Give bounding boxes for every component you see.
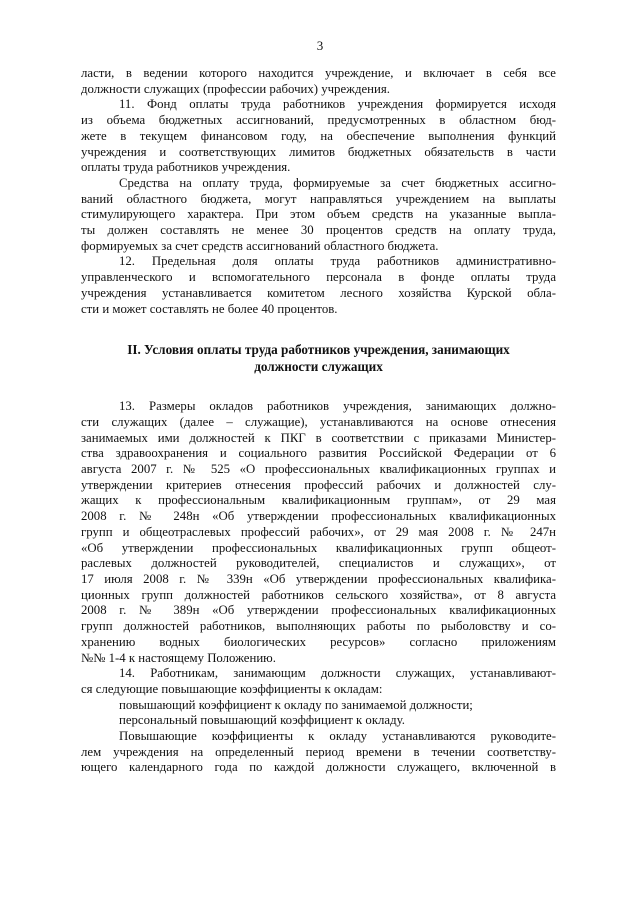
text-line: №№ 1-4 к настоящему Положению. <box>81 650 276 665</box>
text-line: лем учреждения на определенный период времени в течении соответству- <box>81 744 556 759</box>
text-line: управленческого и вспомогательного персонала в фонде оплаты труда <box>81 270 556 285</box>
text-line: раслевых должностей руководителей, специалистов и служащих», от <box>81 556 556 571</box>
text-line: должности служащих (профессии рабочих) учреждения. <box>81 81 390 96</box>
text-line: сти служащих (далее – служащие), устанавливаются на основе отнесения <box>81 414 556 429</box>
text-line: жащих к профессиональным квалификационным группам», от 29 мая <box>81 493 556 508</box>
paragraph-12 <box>81 254 556 317</box>
text-line: ся следующие повышающие коэффициенты к окладам: <box>81 681 383 696</box>
text-line: ваний областного бюджета, могут направляться учреждением на выплаты <box>81 191 556 206</box>
paragraph-11 <box>81 97 556 176</box>
page-number: 3 <box>316 38 324 53</box>
text-line: 13. Размеры окладов работников учреждения, занимающих должно- <box>119 399 556 414</box>
text-line: ционных групп должностей работников сельского хозяйства», от 8 августа <box>81 587 556 602</box>
text-line: 11. Фонд оплаты труда работников учреждения формируется исходя <box>119 97 556 112</box>
text-line: 2008 г. № 248н «Об утверждении профессиональных квалификационных <box>81 509 556 524</box>
text-line: Средства на оплату труда, формируемые за счет бюджетных ассигно- <box>119 175 556 190</box>
text-line: из объема бюджетных ассигнований, предусмотренных в областном бюд- <box>81 113 556 128</box>
section-heading <box>81 341 556 375</box>
text-line: учреждения устанавливается комитетом лесного хозяйства Курской обла- <box>81 285 556 300</box>
list-item: персональный повышающий коэффициент к окладу. <box>119 713 405 728</box>
section-heading-line: должности служащих <box>254 359 383 375</box>
paragraph-11-funds <box>81 176 556 255</box>
text-line: ты должен составлять не менее 30 процентов средств на оплату труда, <box>81 223 556 238</box>
text-line: Повышающие коэффициенты к окладу устанавливаются руководите- <box>119 729 556 744</box>
text-line: «Об утверждении профессиональных квалификационных групп общеот- <box>81 540 556 555</box>
intro-paragraph <box>81 66 556 97</box>
text-line: ласти, в ведении которого находится учреждение, и включает в себя все <box>81 66 556 80</box>
text-line: жете в текущем финансовом году, на обеспечение выполнения функций <box>81 128 556 143</box>
text-line: утверждении критериев отнесения профессий рабочих и должностей слу- <box>81 477 556 492</box>
paragraph-13 <box>81 399 556 666</box>
text-line: 17 июля 2008 г. № 339н «Об утверждении профессиональных квалифика- <box>81 571 556 586</box>
text-line: августа 2007 г. № 525 «О профессиональных квалификационных группах и <box>81 462 556 477</box>
text-line: учреждения и соответствующих лимитов бюджетных обязательств в части <box>81 144 556 159</box>
text-line: занимаемых ими должностей к ПКГ в соответствии с приказами Министер- <box>81 430 556 445</box>
text-line: формируемых за счет средств ассигнований областного бюджета. <box>81 238 439 253</box>
paragraph-14 <box>81 666 556 729</box>
text-line: ства здравоохранения и социального развития Российской Федерации от 6 <box>81 446 556 461</box>
text-line: оплаты труда работников учреждения. <box>81 160 291 175</box>
text-line: ющего календарного года по каждой должности служащего, включенной в <box>81 760 556 775</box>
text-line: 2008 г. № 389н «Об утверждении профессиональных квалификационных <box>81 603 556 618</box>
text-line: сти и может составлять не более 40 процентов. <box>81 301 338 316</box>
paragraph-14-coefficients <box>81 729 556 776</box>
text-line: 14. Работникам, занимающим должности служащих, устанавливают- <box>119 666 556 681</box>
document-body <box>81 66 556 776</box>
text-line: стимулирующего характера. При этом объем средств на указанные выпла- <box>81 207 556 222</box>
text-line: групп должностей работников, выполняющих работы по рыболовству и со- <box>81 619 556 634</box>
text-line: групп и общеотраслевых профессий рабочих», от 29 мая 2008 г. № 247н <box>81 524 556 539</box>
section-heading-line: II. Условия оплаты труда работников учреждения, занимающих <box>127 342 510 358</box>
text-line: 12. Предельная доля оплаты труда работников административно- <box>119 254 556 269</box>
text-line: хранению водных биологических ресурсов» согласно приложениям <box>81 634 556 649</box>
list-item: повышающий коэффициент к окладу по занимаемой должности; <box>119 697 473 712</box>
